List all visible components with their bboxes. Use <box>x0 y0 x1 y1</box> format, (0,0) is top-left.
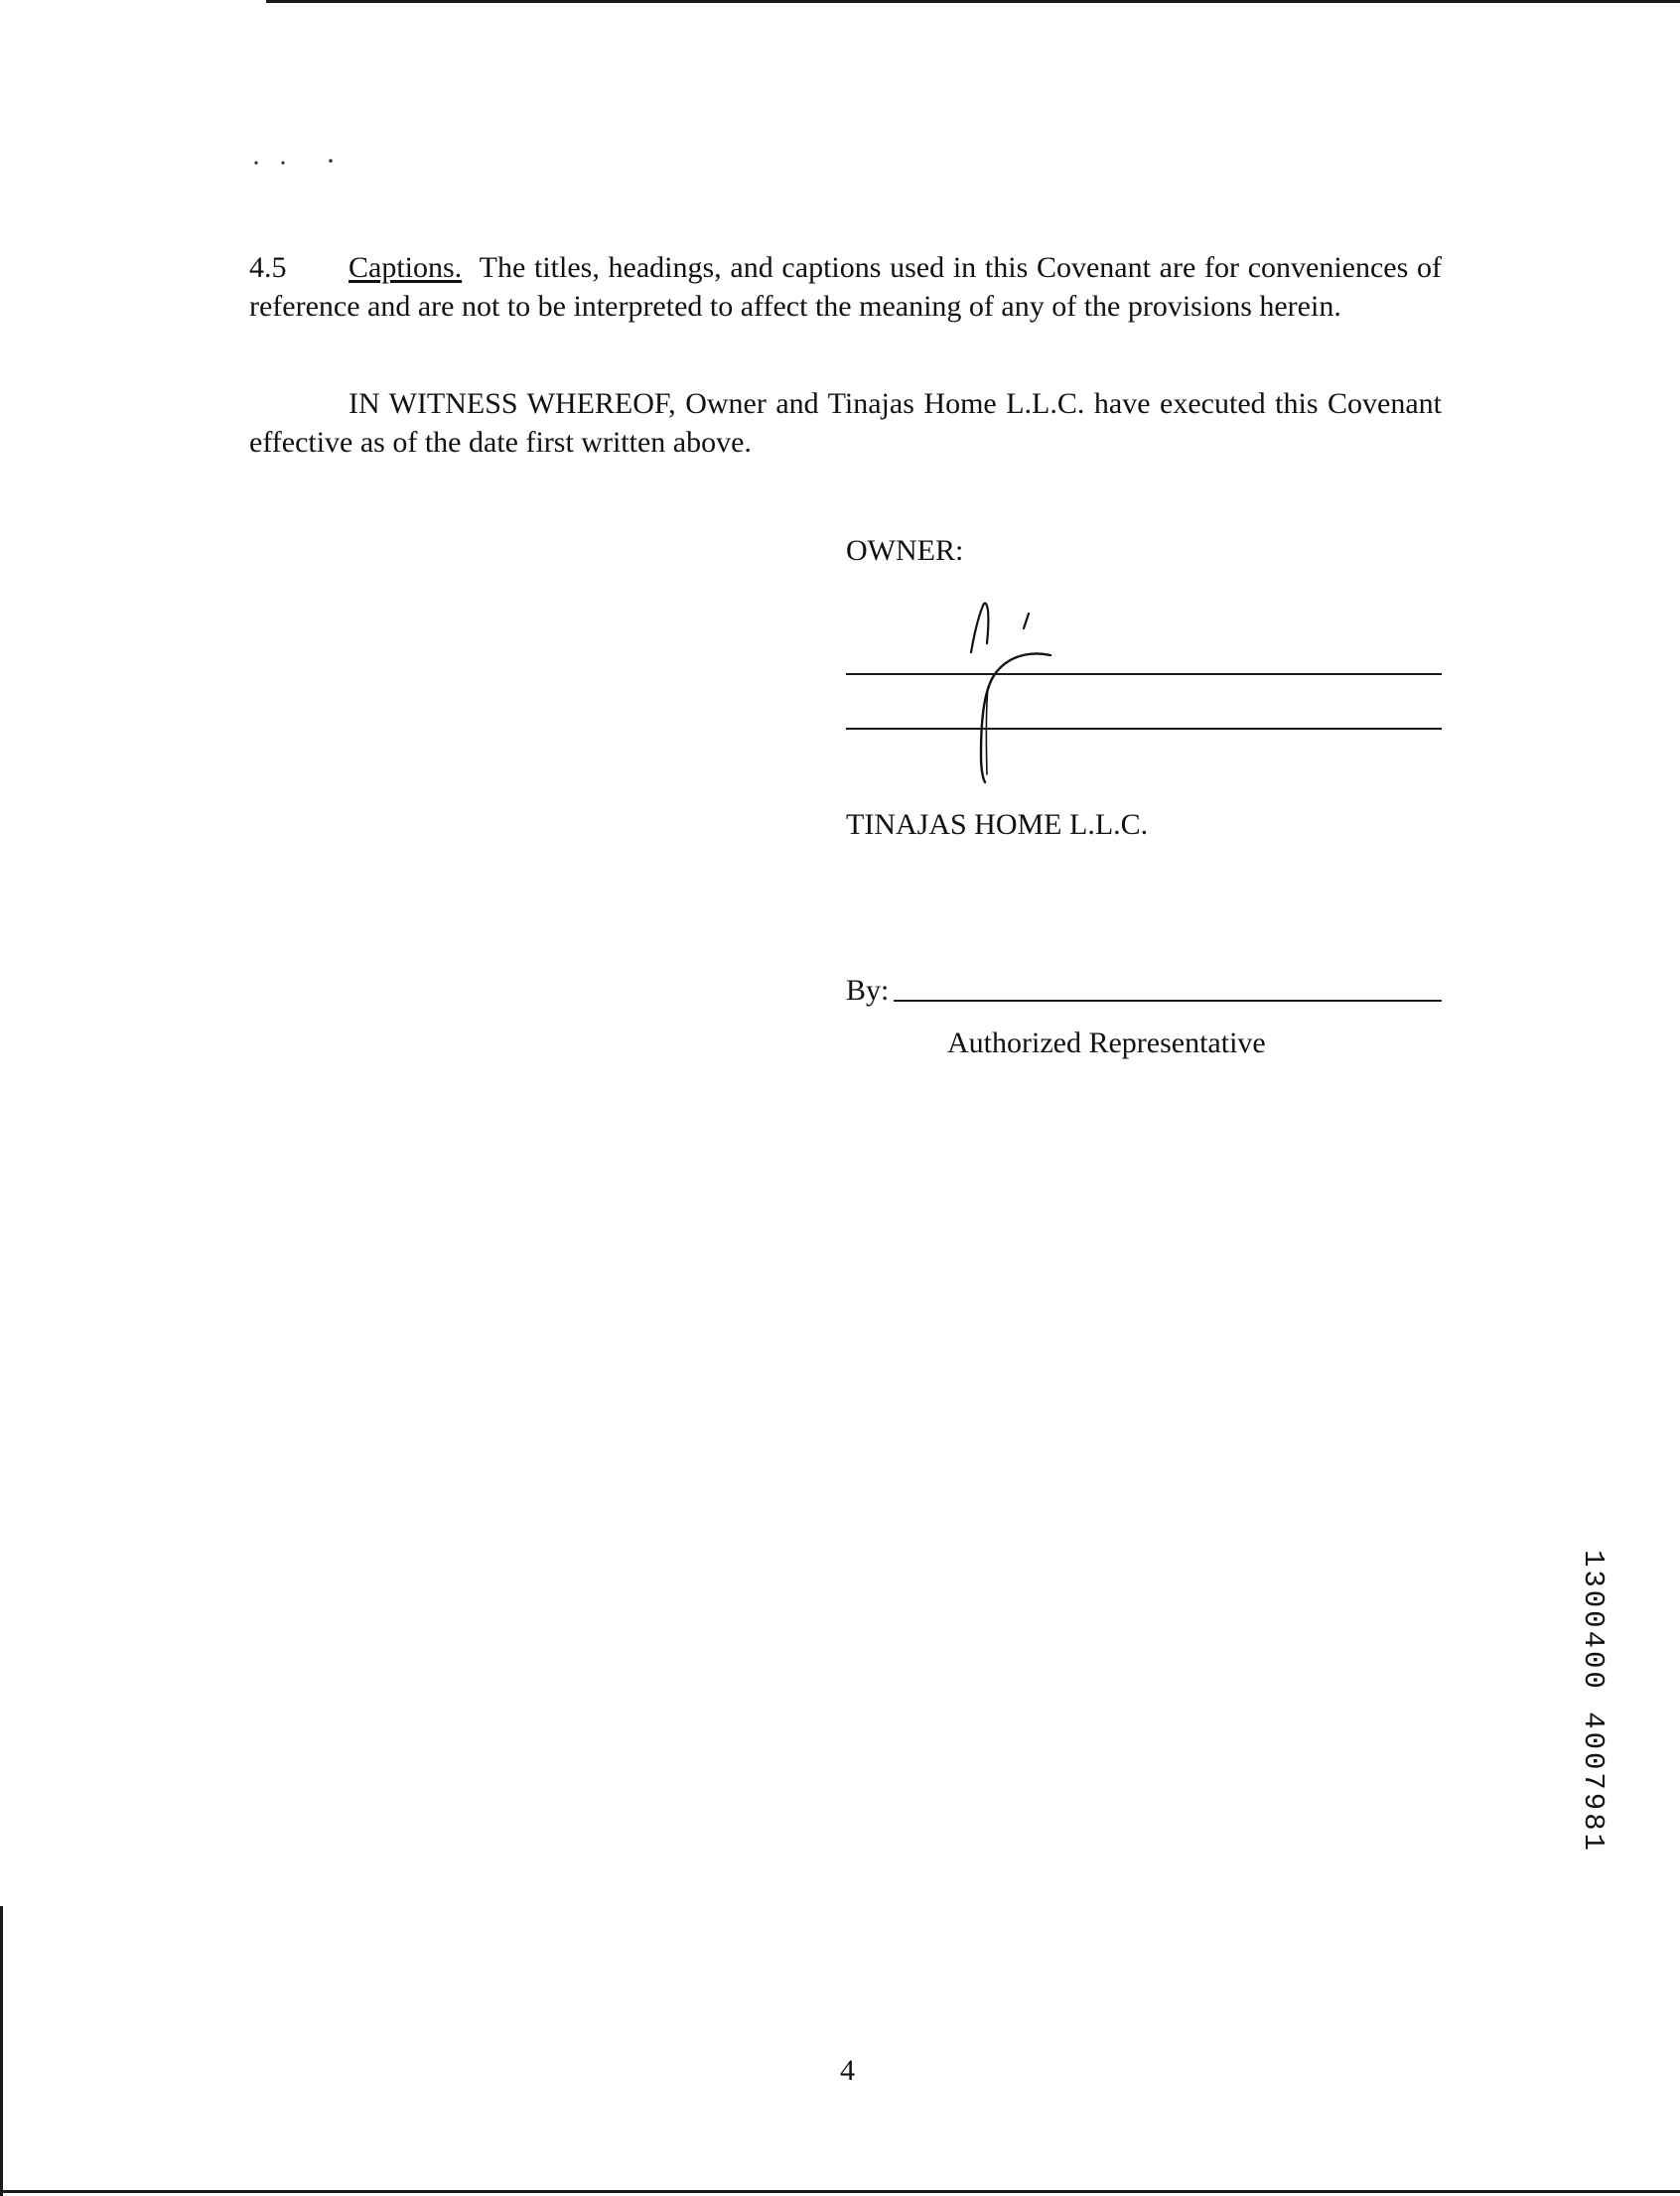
owner-signature-line-2 <box>846 728 1442 730</box>
company-signature-line <box>894 1000 1442 1002</box>
section-number: 4.5 <box>249 251 287 284</box>
signature-icon <box>943 596 1072 794</box>
section-4-5-paragraph <box>249 248 1442 326</box>
authorized-representative-label: Authorized Representative <box>947 1027 1266 1059</box>
witness-clause: IN WITNESS WHEREOF, Owner and Tinajas Home L.L.C. have executed this Covenant effective as of the date first written above. <box>249 387 1442 459</box>
section-title: Captions. <box>349 251 463 284</box>
owner-label: OWNER: <box>846 534 964 567</box>
scan-border-bottom <box>0 2190 1680 2193</box>
by-label: By: <box>846 974 890 1007</box>
scan-speck-marks <box>253 149 333 169</box>
owner-signature-line-1 <box>846 673 1442 675</box>
company-name: TINAJAS HOME L.L.C. <box>846 808 1149 841</box>
margin-stamp-number: 1300400 4007981 <box>1577 1549 1610 1854</box>
scan-border-top <box>266 0 1680 3</box>
scan-border-left <box>0 1906 3 2196</box>
page-number: 4 <box>840 2054 855 2087</box>
section-body: The titles, headings, and captions used in this Covenant are for conveniences of reference and are not to be interpreted to affect the meaning of any of the provisions herein. <box>249 251 1443 323</box>
